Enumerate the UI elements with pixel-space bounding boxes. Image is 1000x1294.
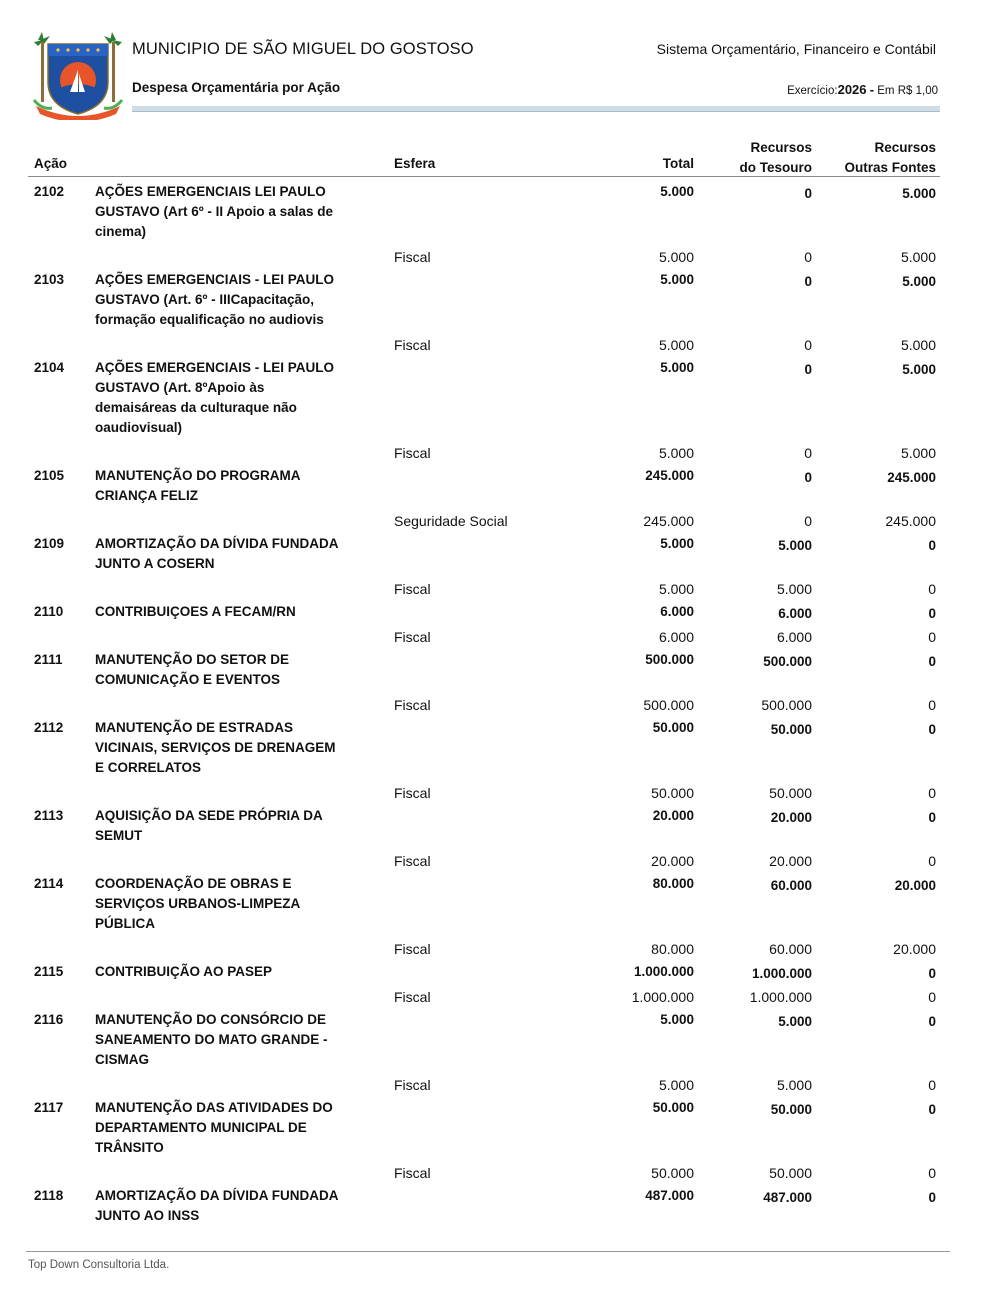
table-row	[0, 718, 1000, 778]
action-recursos-outras: 20.000	[894, 878, 936, 893]
esfera-name: Fiscal	[394, 581, 431, 597]
action-code: 2117	[34, 1100, 64, 1115]
action-description-line: MANUTENÇÃO DO SETOR DE	[95, 652, 290, 667]
action-description-line: VICINAIS, SERVIÇOS DE DRENAGEM	[95, 740, 336, 755]
action-total: 245.000	[645, 468, 694, 483]
esfera-recursos-outras: 0	[928, 853, 936, 869]
action-description-line: E CORRELATOS	[95, 760, 202, 775]
table-row	[0, 962, 1000, 982]
header-divider-bar	[132, 106, 940, 112]
action-description	[95, 650, 363, 690]
action-recursos-tesouro: 487.000	[763, 1190, 812, 1205]
action-code: 2118	[34, 1188, 64, 1203]
esfera-name: Fiscal	[394, 1077, 431, 1093]
action-code: 2110	[34, 604, 64, 619]
esfera-total: 50.000	[651, 785, 694, 801]
action-description-line: oaudiovisual)	[95, 420, 183, 435]
esfera-recursos-outras: 0	[928, 1077, 936, 1093]
action-description-line: GUSTAVO (Art. 8ºApoio às	[95, 380, 265, 395]
action-description-line: CISMAG	[95, 1052, 149, 1067]
header-rule	[28, 176, 940, 177]
table-subrow-esfera	[0, 626, 1000, 650]
action-total: 50.000	[652, 720, 694, 735]
action-total: 5.000	[660, 272, 694, 287]
esfera-recursos-tesouro: 20.000	[769, 853, 812, 869]
action-description	[95, 270, 363, 330]
table-subrow-esfera	[0, 986, 1000, 1010]
action-description-line: MANUTENÇÃO DO PROGRAMA	[95, 468, 301, 483]
action-recursos-tesouro: 5.000	[778, 538, 812, 553]
action-recursos-tesouro: 60.000	[770, 878, 812, 893]
action-description	[95, 1186, 363, 1226]
action-recursos-tesouro: 5.000	[778, 1014, 812, 1029]
action-description-line: CONTRIBUIÇÃO AO PASEP	[95, 964, 273, 979]
esfera-recursos-tesouro: 6.000	[776, 629, 812, 645]
esfera-recursos-outras: 5.000	[900, 445, 936, 461]
esfera-recursos-outras: 0	[928, 785, 936, 801]
esfera-name: Fiscal	[394, 785, 431, 801]
action-total: 5.000	[660, 184, 694, 199]
table-subrow-esfera	[0, 334, 1000, 358]
action-total: 80.000	[652, 876, 694, 891]
action-recursos-tesouro: 20.000	[770, 810, 812, 825]
action-recursos-tesouro: 50.000	[770, 722, 812, 737]
system-name: Sistema Orçamentário, Financeiro e Contábil	[656, 41, 936, 57]
action-description-line: JUNTO A COSERN	[95, 556, 215, 571]
table-row	[0, 602, 1000, 622]
action-description-line: GUSTAVO (Art. 6º - IIICapacitação,	[95, 292, 314, 307]
esfera-recursos-outras: 0	[928, 989, 936, 1005]
action-recursos-outras: 0	[928, 538, 936, 553]
table-row	[0, 466, 1000, 506]
table-subrow-esfera	[0, 246, 1000, 270]
esfera-recursos-outras: 0	[928, 1165, 936, 1181]
action-description	[95, 182, 363, 242]
esfera-recursos-tesouro: 0	[804, 249, 812, 265]
column-header-outras-line2: Outras Fontes	[844, 160, 936, 175]
action-code: 2112	[34, 720, 64, 735]
table-subrow-esfera	[0, 938, 1000, 962]
action-recursos-tesouro: 1.000.000	[751, 966, 812, 981]
exercicio-label: Exercício:	[787, 85, 838, 97]
action-description	[95, 1010, 363, 1070]
action-description-line: AMORTIZAÇÃO DA DÍVIDA FUNDADA	[95, 1188, 339, 1203]
column-header-total: Total	[662, 156, 694, 171]
action-description-line: TRÂNSITO	[95, 1140, 164, 1155]
table-row	[0, 1098, 1000, 1158]
table-subrow-esfera	[0, 782, 1000, 806]
table-row	[0, 270, 1000, 330]
action-description	[95, 534, 363, 574]
esfera-recursos-outras: 0	[928, 629, 936, 645]
table-row	[0, 358, 1000, 438]
action-description	[95, 602, 363, 622]
municipality-name: MUNICIPIO DE SÃO MIGUEL DO GOSTOSO	[132, 40, 474, 58]
esfera-name: Fiscal	[394, 629, 431, 645]
action-description-line: CRIANÇA FELIZ	[95, 488, 198, 503]
esfera-recursos-tesouro: 50.000	[769, 785, 812, 801]
table-subrow-esfera	[0, 1162, 1000, 1186]
esfera-recursos-outras: 20.000	[893, 941, 936, 957]
action-description-line: DEPARTAMENTO MUNICIPAL DE	[95, 1120, 307, 1135]
action-recursos-outras: 0	[928, 966, 936, 981]
action-recursos-outras: 0	[928, 722, 936, 737]
esfera-total: 80.000	[651, 941, 694, 957]
action-total: 6.000	[660, 604, 694, 619]
esfera-name: Fiscal	[394, 445, 431, 461]
action-recursos-tesouro: 500.000	[763, 654, 812, 669]
action-recursos-outras: 0	[928, 1190, 936, 1205]
esfera-total: 500.000	[643, 697, 694, 713]
action-recursos-tesouro: 0	[804, 470, 812, 485]
table-subrow-esfera	[0, 578, 1000, 602]
action-description-line: CONTRIBUIÇOES A FECAM/RN	[95, 604, 296, 619]
esfera-name: Seguridade Social	[394, 513, 508, 529]
action-code: 2104	[34, 360, 65, 375]
esfera-recursos-tesouro: 5.000	[776, 581, 812, 597]
column-header-acao: Ação	[34, 156, 68, 171]
esfera-name: Fiscal	[394, 249, 431, 265]
esfera-recursos-tesouro: 50.000	[769, 1165, 812, 1181]
action-description	[95, 962, 363, 982]
action-description-line: MANUTENÇÃO DAS ATIVIDADES DO	[95, 1100, 333, 1115]
esfera-total: 20.000	[651, 853, 694, 869]
esfera-total: 50.000	[651, 1165, 694, 1181]
action-total: 500.000	[645, 652, 694, 667]
action-code: 2105	[34, 468, 65, 483]
action-recursos-outras: 5.000	[902, 362, 936, 377]
action-code: 2109	[34, 536, 65, 551]
esfera-name: Fiscal	[394, 697, 431, 713]
action-recursos-outras: 0	[928, 654, 936, 669]
action-recursos-outras: 5.000	[902, 274, 936, 289]
action-description-line: MANUTENÇÃO DE ESTRADAS	[95, 720, 294, 735]
table-body	[0, 182, 1000, 1226]
esfera-name: Fiscal	[394, 337, 431, 353]
action-description-line: SANEAMENTO DO MATO GRANDE -	[95, 1032, 328, 1047]
column-header-esfera: Esfera	[394, 156, 436, 171]
action-code: 2115	[34, 964, 64, 979]
footer-company: Top Down Consultoria Ltda.	[28, 1259, 170, 1271]
action-recursos-outras: 0	[928, 606, 936, 621]
action-description	[95, 1098, 363, 1158]
column-header-recursos-tesouro	[740, 138, 813, 178]
table-subrow-esfera	[0, 510, 1000, 534]
esfera-total: 5.000	[658, 337, 694, 353]
action-total: 50.000	[652, 1100, 694, 1115]
action-code: 2102	[34, 184, 65, 199]
action-description-line: AÇÕES EMERGENCIAIS LEI PAULO	[95, 184, 326, 199]
table-row	[0, 534, 1000, 574]
action-recursos-tesouro: 50.000	[770, 1102, 812, 1117]
action-recursos-outras: 0	[928, 810, 936, 825]
exercicio-year: 2026	[837, 82, 867, 97]
action-description-line: AQUISIÇÃO DA SEDE PRÓPRIA DA	[95, 808, 323, 823]
table-row	[0, 874, 1000, 934]
esfera-total: 5.000	[658, 1077, 694, 1093]
esfera-recursos-tesouro: 0	[804, 337, 812, 353]
action-total: 5.000	[660, 360, 694, 375]
table-subrow-esfera	[0, 694, 1000, 718]
esfera-total: 5.000	[658, 581, 694, 597]
esfera-recursos-tesouro: 0	[804, 445, 812, 461]
action-description-line: COMUNICAÇÃO E EVENTOS	[95, 672, 281, 687]
fiscal-year-info	[787, 82, 938, 97]
action-recursos-outras: 245.000	[887, 470, 936, 485]
municipal-coat-of-arms-logo	[28, 30, 128, 120]
esfera-recursos-outras: 0	[928, 581, 936, 597]
action-recursos-tesouro: 0	[804, 274, 812, 289]
report-title: Despesa Orçamentária por Ação	[132, 80, 341, 95]
esfera-total: 1.000.000	[631, 989, 694, 1005]
action-recursos-tesouro: 0	[804, 362, 812, 377]
action-description-line: SEMUT	[95, 828, 143, 843]
column-header-outras-line1: Recursos	[874, 140, 936, 155]
action-description-line: AMORTIZAÇÃO DA DÍVIDA FUNDADA	[95, 536, 339, 551]
action-description	[95, 718, 363, 778]
esfera-recursos-outras: 5.000	[900, 337, 936, 353]
column-header-recursos-outras	[844, 138, 936, 178]
table-row	[0, 182, 1000, 242]
esfera-name: Fiscal	[394, 1165, 431, 1181]
table-subrow-esfera	[0, 1074, 1000, 1098]
esfera-name: Fiscal	[394, 941, 431, 957]
esfera-total: 5.000	[658, 445, 694, 461]
esfera-total: 245.000	[643, 513, 694, 529]
esfera-recursos-tesouro: 60.000	[769, 941, 812, 957]
esfera-recursos-tesouro: 5.000	[776, 1077, 812, 1093]
action-description-line: SERVIÇOS URBANOS-LIMPEZA	[95, 896, 301, 911]
table-header	[0, 136, 1000, 178]
action-code: 2103	[34, 272, 65, 287]
action-description	[95, 466, 363, 506]
action-recursos-tesouro: 6.000	[778, 606, 812, 621]
footer-rule	[26, 1251, 950, 1252]
esfera-name: Fiscal	[394, 853, 431, 869]
table-row	[0, 650, 1000, 690]
action-description	[95, 358, 363, 438]
action-description-line: AÇÕES EMERGENCIAIS - LEI PAULO	[95, 272, 335, 287]
action-code: 2116	[34, 1012, 64, 1027]
action-description-line: demaisáreas da culturaque não	[95, 400, 297, 415]
esfera-recursos-outras: 0	[928, 697, 936, 713]
column-header-tesouro-line2: do Tesouro	[739, 160, 812, 175]
esfera-recursos-tesouro: 1.000.000	[749, 989, 812, 1005]
action-recursos-outras: 0	[928, 1102, 936, 1117]
action-total: 5.000	[660, 1012, 694, 1027]
action-recursos-outras: 5.000	[902, 186, 936, 201]
action-recursos-outras: 0	[928, 1014, 936, 1029]
table-row	[0, 806, 1000, 846]
action-code: 2113	[34, 808, 64, 823]
action-total: 5.000	[660, 536, 694, 551]
esfera-total: 6.000	[658, 629, 694, 645]
action-total: 1.000.000	[633, 964, 694, 979]
table-subrow-esfera	[0, 850, 1000, 874]
action-description-line: MANUTENÇÃO DO CONSÓRCIO DE	[95, 1012, 327, 1027]
table-subrow-esfera	[0, 442, 1000, 466]
action-code: 2111	[34, 652, 63, 667]
column-header-tesouro-line1: Recursos	[750, 140, 812, 155]
action-description-line: COORDENAÇÃO DE OBRAS E	[95, 876, 292, 891]
esfera-recursos-outras: 245.000	[885, 513, 936, 529]
esfera-recursos-tesouro: 0	[804, 513, 812, 529]
esfera-total: 5.000	[658, 249, 694, 265]
table-row	[0, 1010, 1000, 1070]
action-description-line: GUSTAVO (Art 6º - II Apoio a salas de	[95, 204, 333, 219]
action-description	[95, 806, 363, 846]
action-code: 2114	[34, 876, 64, 891]
action-description-line: PÚBLICA	[95, 916, 155, 931]
esfera-name: Fiscal	[394, 989, 431, 1005]
esfera-recursos-tesouro: 500.000	[761, 697, 812, 713]
action-description-line: AÇÕES EMERGENCIAIS - LEI PAULO	[95, 360, 335, 375]
action-total: 20.000	[652, 808, 694, 823]
esfera-recursos-outras: 5.000	[900, 249, 936, 265]
action-description-line: JUNTO AO INSS	[95, 1208, 200, 1223]
action-recursos-tesouro: 0	[804, 186, 812, 201]
exercicio-dash: -	[869, 82, 875, 97]
action-description-line: formação equalificação no audiovis	[95, 312, 324, 327]
action-total: 487.000	[645, 1188, 694, 1203]
action-description-line: cinema)	[95, 224, 147, 239]
currency-unit: Em R$ 1,00	[877, 85, 938, 97]
table-row	[0, 1186, 1000, 1226]
action-description	[95, 874, 363, 934]
